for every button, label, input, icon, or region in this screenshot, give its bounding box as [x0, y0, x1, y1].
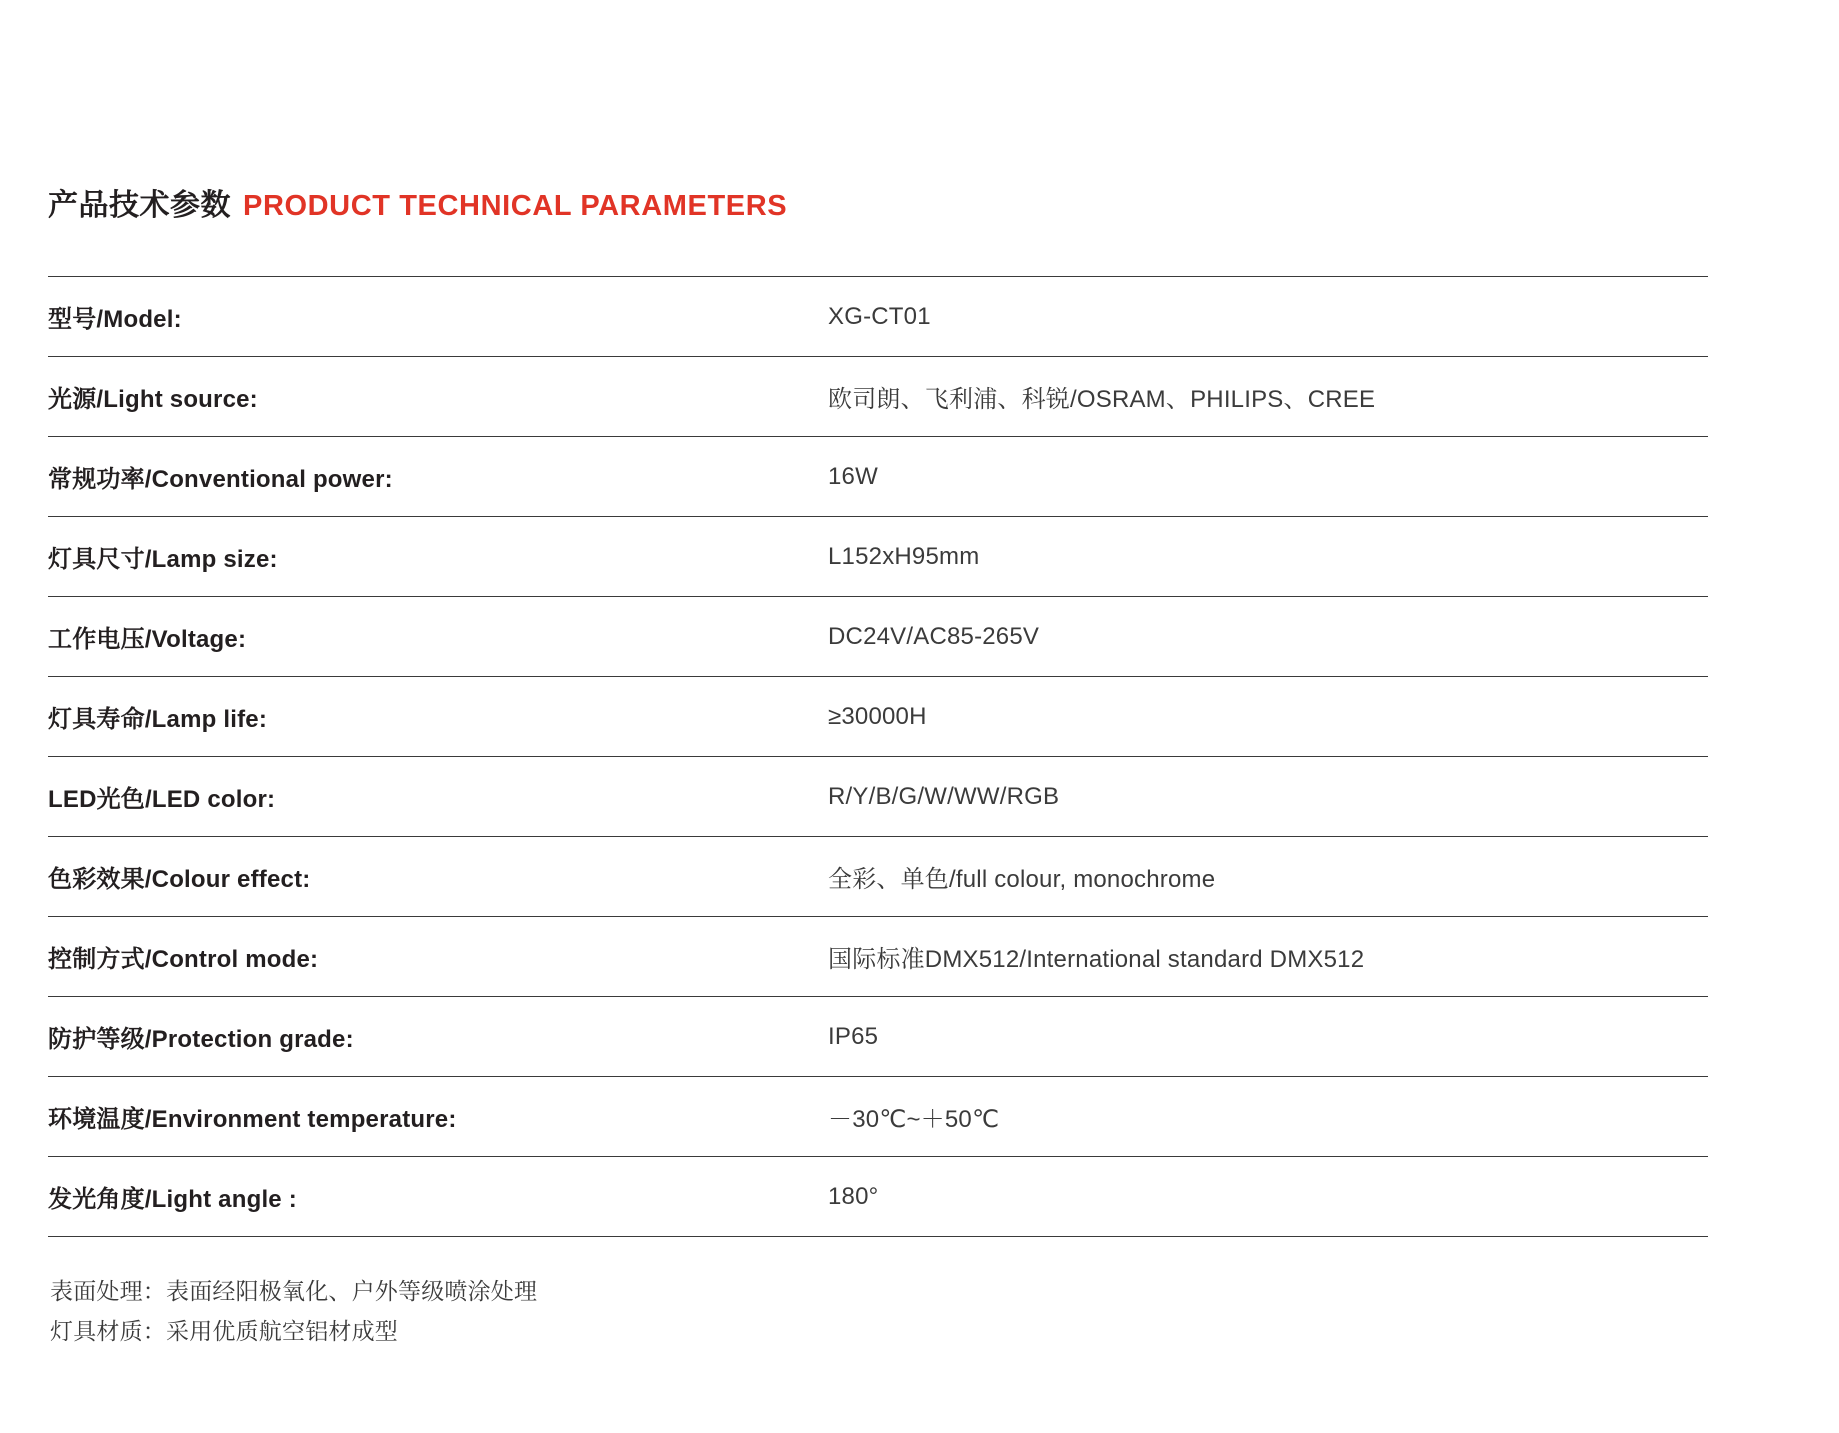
- spec-label: 防护等级/Protection grade:: [48, 997, 828, 1077]
- table-row: [48, 917, 1708, 997]
- spec-value: 国际标准DMX512/International standard DMX512: [828, 917, 1708, 997]
- table-row: [48, 437, 1708, 517]
- spec-value: 全彩、单色/full colour, monochrome: [828, 837, 1708, 917]
- spec-value: 欧司朗、飞利浦、科锐/OSRAM、PHILIPS、CREE: [828, 357, 1708, 437]
- table-row: [48, 1077, 1708, 1157]
- spec-label: 常规功率/Conventional power:: [48, 437, 828, 517]
- spec-value: 16W: [828, 437, 1708, 517]
- spec-label: 色彩效果/Colour effect:: [48, 837, 828, 917]
- table-row: [48, 357, 1708, 437]
- spec-value: R/Y/B/G/W/WW/RGB: [828, 757, 1708, 837]
- spec-value: DC24V/AC85-265V: [828, 597, 1708, 677]
- table-row: [48, 1157, 1708, 1237]
- spec-label: 环境温度/Environment temperature:: [48, 1077, 828, 1157]
- spec-value: IP65: [828, 997, 1708, 1077]
- table-row: [48, 757, 1708, 837]
- spec-label: 光源/Light source:: [48, 357, 828, 437]
- spec-value: －30℃~＋50℃: [828, 1077, 1708, 1157]
- spec-table: [48, 276, 1708, 1237]
- page-title-chinese: 产品技术参数: [48, 189, 231, 222]
- spec-label: LED光色/LED color:: [48, 757, 828, 837]
- spec-value: XG-CT01: [828, 277, 1708, 357]
- page-title: [48, 180, 1708, 224]
- spec-label: 发光角度/Light angle :: [48, 1157, 828, 1237]
- spec-label: 型号/Model:: [48, 277, 828, 357]
- table-row: [48, 677, 1708, 757]
- table-row: [48, 517, 1708, 597]
- table-row: [48, 277, 1708, 357]
- note-surface-treatment: 表面处理：表面经阳极氧化、户外等级喷涂处理: [50, 1278, 538, 1304]
- spec-value: L152xH95mm: [828, 517, 1708, 597]
- spec-table-body: [48, 277, 1708, 1237]
- table-row: [48, 597, 1708, 677]
- spec-label: 灯具寿命/Lamp life:: [48, 677, 828, 757]
- table-row: [48, 837, 1708, 917]
- page-title-english: PRODUCT TECHNICAL PARAMETERS: [243, 190, 788, 222]
- spec-value: ≥30000H: [828, 677, 1708, 757]
- spec-value: 180°: [828, 1157, 1708, 1237]
- spec-label: 工作电压/Voltage:: [48, 597, 828, 677]
- footer-notes: [48, 1271, 1708, 1352]
- table-row: [48, 997, 1708, 1077]
- spec-label: 灯具尺寸/Lamp size:: [48, 517, 828, 597]
- note-lamp-material: 灯具材质：采用优质航空铝材成型: [50, 1318, 398, 1345]
- content-area: [48, 180, 1708, 1352]
- spec-label: 控制方式/Control mode:: [48, 917, 828, 997]
